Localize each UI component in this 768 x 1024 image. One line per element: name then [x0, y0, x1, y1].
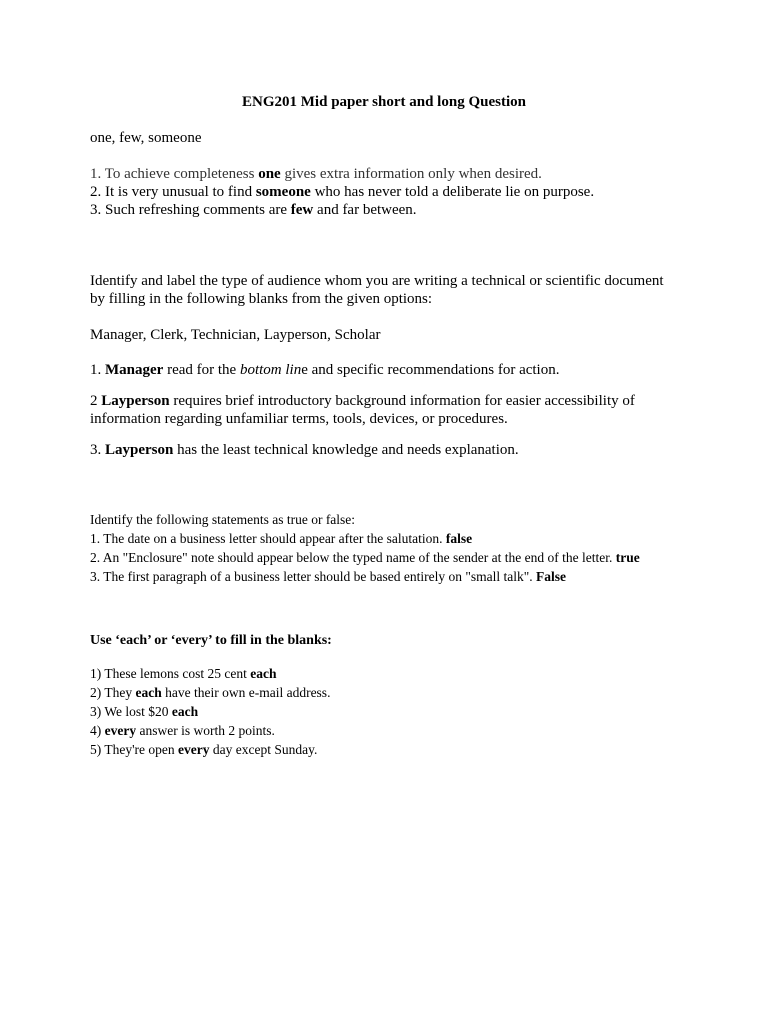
section2-q1: 1. Manager read for the bottom line and specific recommendations for action. — [90, 362, 560, 378]
section1-questions — [90, 165, 678, 219]
page-title: ENG201 Mid paper short and long Question — [242, 94, 526, 110]
section2-instruction: Identify and label the type of audience whom you are writing a technical or scientific document by filling in the following blanks from the given options: — [90, 273, 664, 307]
answer: true — [615, 550, 640, 565]
section2-q3: 3. Layperson has the least technical knowledge and needs explanation. — [90, 442, 519, 458]
answer: someone — [255, 184, 311, 200]
section4-q3: 3) We lost $20 each — [90, 704, 199, 719]
section4-heading: Use ‘each’ or ‘every’ to fill in the blanks: — [90, 633, 332, 648]
section1-q1: 1. To achieve completeness one gives extra information only when desired. — [90, 166, 542, 182]
answer: each — [135, 685, 162, 700]
section2-q2: 2 Layperson requires brief introductory background information for easier accessibility of information regarding unfamiliar terms, tools, devices, or procedures. — [90, 393, 635, 427]
section3-q2: 2. An "Enclosure" note should appear below the typed name of the sender at the end of the letter. true — [90, 550, 640, 565]
section4-q5: 5) They're open every day except Sunday. — [90, 742, 318, 757]
section4-q2: 2) They each have their own e-mail address. — [90, 685, 331, 700]
section1-q3: 3. Such refreshing comments are few and far between. — [90, 202, 417, 218]
section3-block — [90, 510, 678, 586]
answer: Layperson — [105, 442, 174, 458]
section4-q4: 4) every answer is worth 2 points. — [90, 723, 275, 738]
answer: each — [171, 704, 199, 719]
answer: one — [258, 166, 281, 182]
section3-q1: 1. The date on a business letter should appear after the salutation. false — [90, 531, 473, 546]
answer: every — [178, 742, 210, 757]
section4-questions — [90, 664, 678, 759]
section1-q2: 2. It is very unusual to find someone who has never told a deliberate lie on purpose. — [90, 184, 595, 200]
answer: False — [536, 569, 567, 584]
answer: each — [250, 666, 277, 681]
section3-instruction: Identify the following statements as true or false: — [90, 512, 356, 527]
section4-q1: 1) These lemons cost 25 cent each — [90, 666, 277, 681]
answer: every — [104, 723, 137, 738]
section2-options: Manager, Clerk, Technician, Layperson, Scholar — [90, 327, 381, 343]
section1-options: one, few, someone — [90, 130, 202, 146]
answer: Layperson — [101, 393, 170, 409]
answer: Manager — [105, 362, 164, 378]
answer: few — [290, 202, 314, 218]
section3-q3: 3. The first paragraph of a business letter should be based entirely on "small talk". False — [90, 569, 567, 584]
answer: false — [445, 531, 473, 546]
